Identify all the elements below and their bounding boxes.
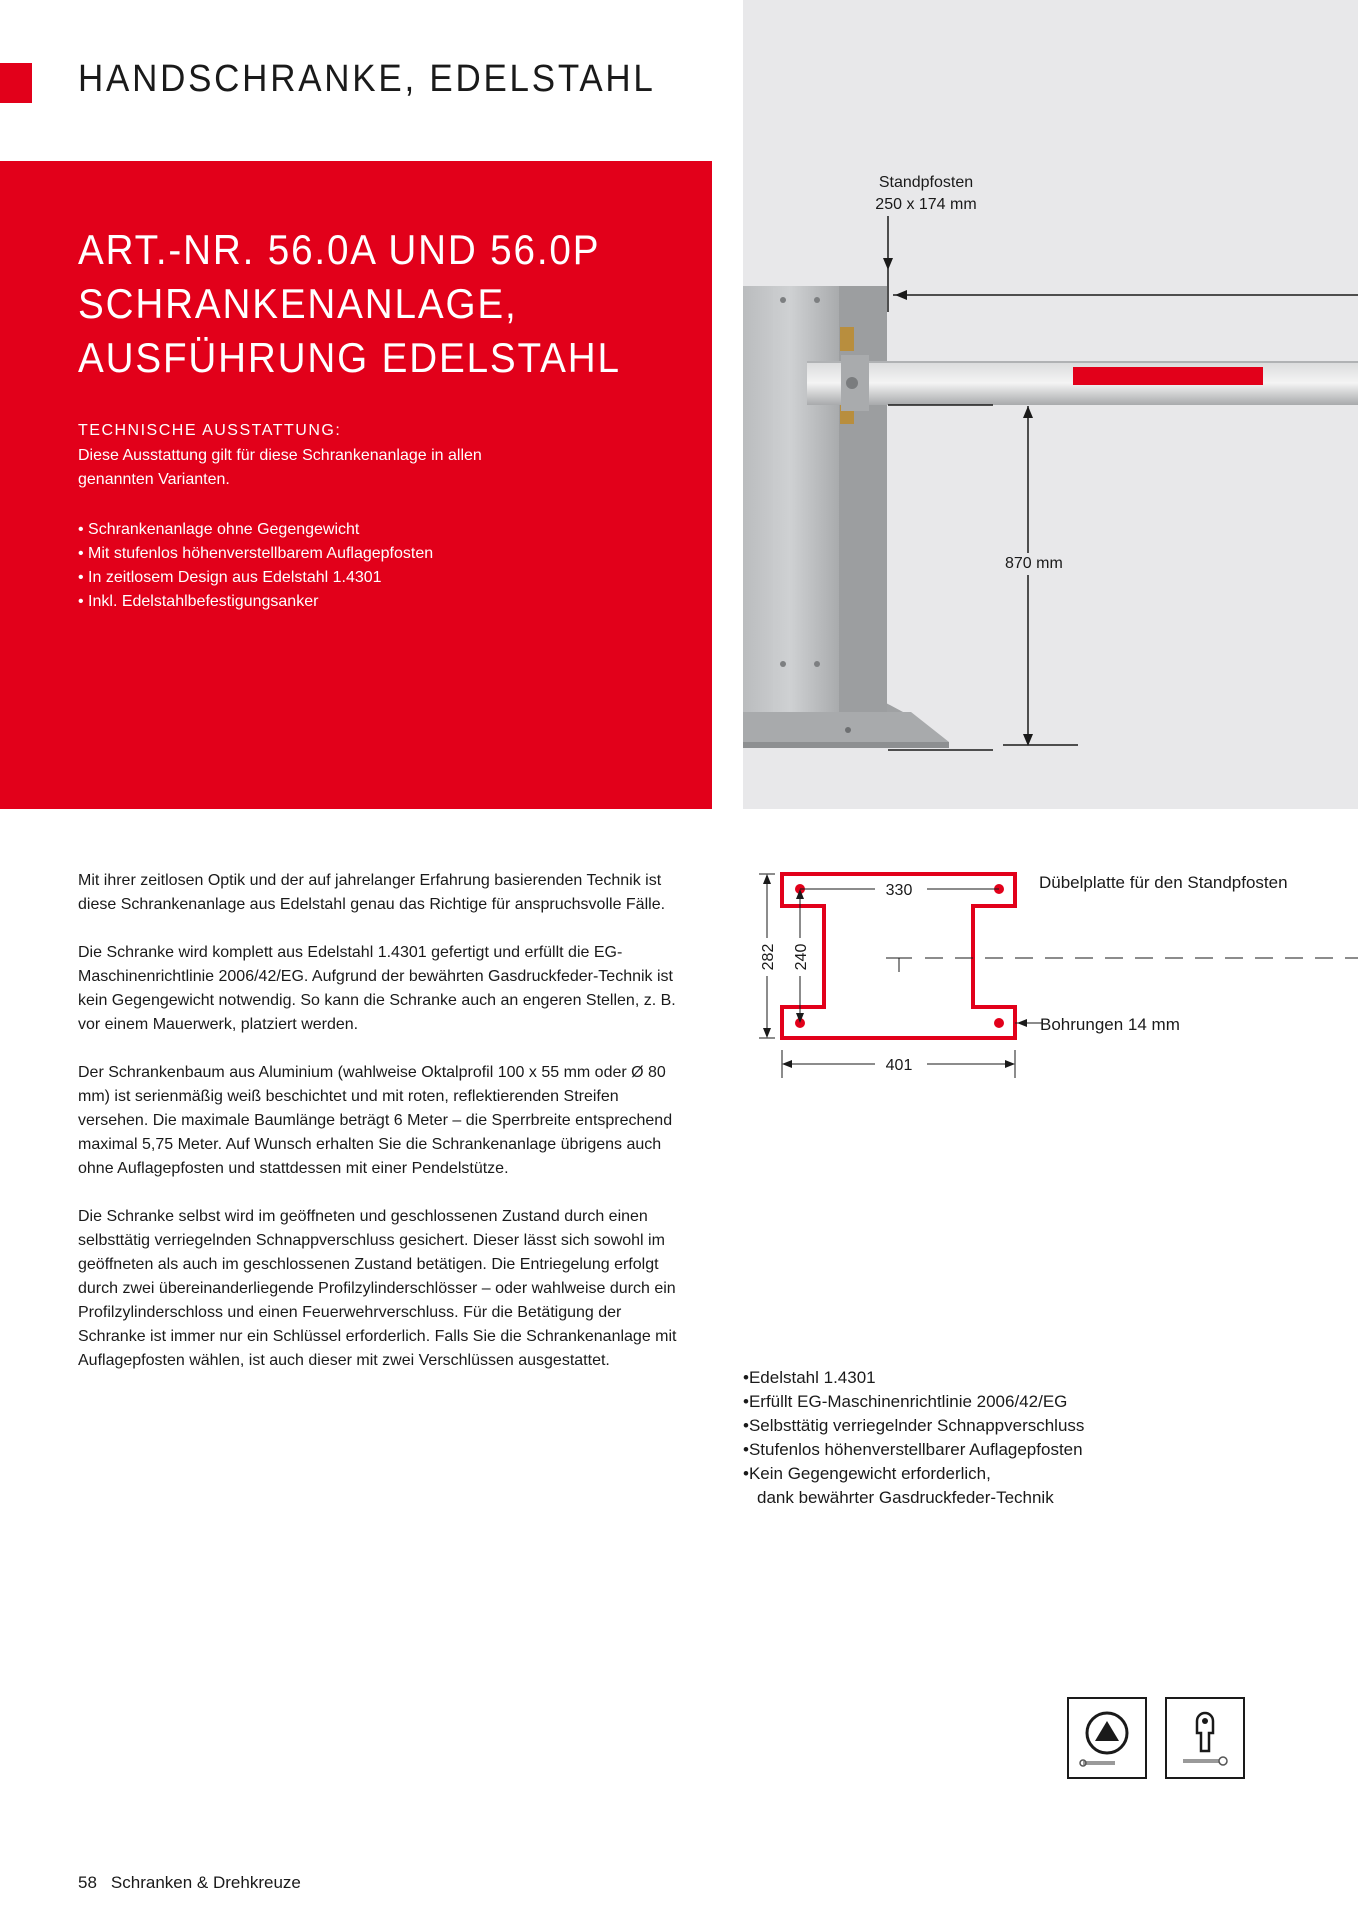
photo-arrows xyxy=(743,0,1358,809)
fire-brigade-lock-icon xyxy=(1067,1697,1147,1779)
tech-list xyxy=(78,518,433,614)
tech-intro: Diese Ausstattung gilt für diese Schrankenanlage in allen genannten Varianten. xyxy=(78,447,482,488)
list-item: • Edelstahl 1.4301 xyxy=(743,1366,1084,1390)
list-item: • Schrankenanlage ohne Gegengewicht xyxy=(78,518,433,542)
body-text xyxy=(78,869,678,1397)
list-item: • In zeitlosem Design aus Edelstahl 1.4301 xyxy=(78,566,433,590)
body-paragraph: Die Schranke wird komplett aus Edelstahl 1.4301 gefertigt und erfüllt die EG-Maschinenrichtlinie 2006/42/EG. Aufgrund der bewährten Gasdruckfeder-Technik ist kein Gegengewicht notwendig. So kann die Schranke auch an engeren Stellen, z. B. vor einem Mauerwerk, platziert werden. xyxy=(78,944,676,1033)
hero-panel xyxy=(0,161,712,809)
diagram-title: Dübelplatte für den Standpfosten xyxy=(1039,873,1288,892)
tech-heading: TECHNISCHE AUSSTATTUNG: xyxy=(78,422,342,439)
dim-inner-height-label: 240 xyxy=(793,943,810,971)
header-accent-block xyxy=(0,63,32,103)
body-paragraph: Mit ihrer zeitlosen Optik und der auf jahrelanger Erfahrung basierenden Technik ist diese Schrankenanlage aus Edelstahl genau das Richtige für anspruchsvolle Fälle. xyxy=(78,872,666,913)
hero-title-line: SCHRANKENANLAGE, xyxy=(78,280,518,327)
list-item: • Selbsttätig verriegelnder Schnappverschluss xyxy=(743,1414,1084,1438)
list-item: • Erfüllt EG-Maschinenrichtlinie 2006/42/EG xyxy=(743,1390,1084,1414)
dim-top-label: 330 xyxy=(885,882,913,899)
body-paragraph: Der Schrankenbaum aus Aluminium (wahlweise Oktalprofil 100 x 55 mm oder Ø 80 mm) ist serienmäßig weiß beschichtet und mit roten, reflektierenden Streifen versehen. Die maximale Baumlänge beträgt 6 Meter – die Sperrbreite entsprechend maximal 5,75 Meter. Auf Wunsch erhalten Sie die Schrankenanlage übrigens auch ohne Auflagepfosten und stattdessen mit einer Pendelstütze. xyxy=(78,1064,673,1177)
list-item: • Stufenlos höhenverstellbarer Auflagepfosten xyxy=(743,1438,1084,1462)
hero-title xyxy=(78,223,621,385)
height-label: 870 mm xyxy=(1001,553,1067,575)
feature-list xyxy=(743,1366,1084,1510)
anchor-plate-drawing xyxy=(735,860,1358,1100)
dim-outer-height-label: 282 xyxy=(760,943,777,971)
page-title: HANDSCHRANKE, EDELSTAHL xyxy=(78,58,656,100)
product-photo xyxy=(743,0,1358,809)
list-item: • Inkl. Edelstahlbefestigungsanker xyxy=(78,590,433,614)
list-item: • Mit stufenlos höhenverstellbarem Auflagepfosten xyxy=(78,542,433,566)
holes-label: Bohrungen 14 mm xyxy=(1040,1015,1180,1034)
list-item: • Kein Gegengewicht erforderlich, dank bewährter Gasdruckfeder-Technik xyxy=(743,1462,1084,1510)
page-footer xyxy=(78,1873,301,1893)
dim-bottom-label: 401 xyxy=(885,1057,913,1074)
body-paragraph: Die Schranke selbst wird im geöffneten und geschlossenen Zustand durch einen selbsttätig verriegelnden Schnappverschluss gesichert. Dieser lässt sich sowohl im geöffneten als auch im geschlossenen Zustand betätigen. Die Entriegelung erfolgt durch zwei übereinanderliegende Profilzylinderschlösser – oder wahlweise durch ein Profilzylinderschloss und einen Feuerwehrverschluss. Für die Betätigung der Schranke ist immer nur ein Schlüssel erforderlich. Falls Sie die Schrankenanlage mit Auflagepfosten wählen, ist auch dieser mit zwei Verschlüssen ausgestattet. xyxy=(78,1208,677,1369)
hero-title-line: ART.-NR. 56.0A UND 56.0P xyxy=(78,226,601,273)
profile-cylinder-lock-icon xyxy=(1165,1697,1245,1779)
post-label-title: Standpfosten xyxy=(878,174,974,191)
post-label-dims: 250 x 174 mm xyxy=(875,196,977,213)
anchor-plate-diagram xyxy=(735,860,1358,1100)
bore-hole xyxy=(994,1018,1004,1028)
hero-title-line: AUSFÜHRUNG EDELSTAHL xyxy=(78,334,621,381)
footer-section: Schranken & Drehkreuze xyxy=(110,1873,301,1892)
page-number: 58 xyxy=(78,1873,97,1892)
